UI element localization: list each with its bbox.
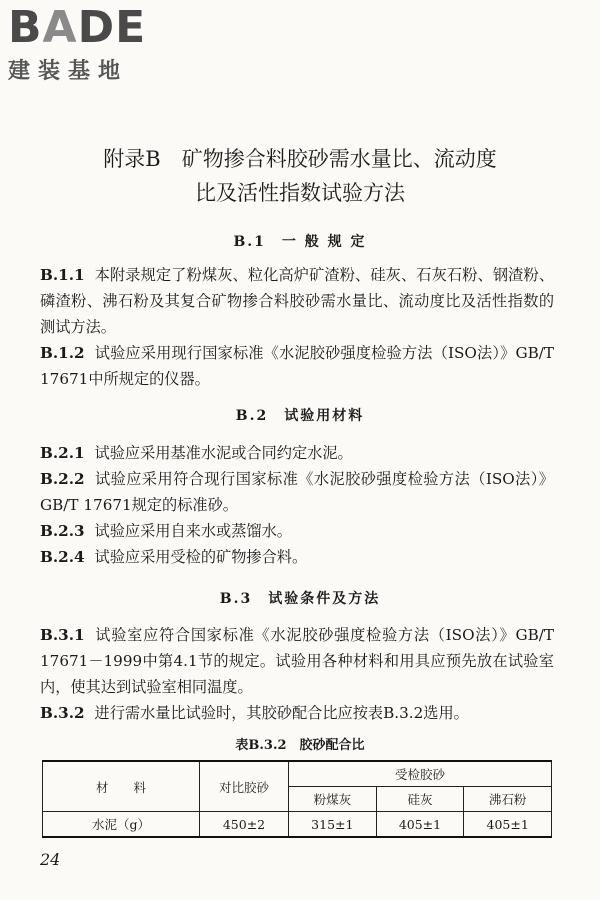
logo-subtitle: 建装基地 bbox=[8, 59, 129, 84]
mix-proportion-table bbox=[42, 760, 552, 838]
header-fly-ash: 粉煤灰 bbox=[289, 787, 377, 812]
paragraph-b-3-1: B.3.1 试验室应符合国家标准《水泥胶砂强度检验方法（ISO法）》GB/T 17671－1999中第4.1节的规定。试验用各种材料和用具应预先放在试验室内，使其达到试验室相同温度。 bbox=[40, 626, 554, 696]
page-number: 24 bbox=[40, 850, 61, 869]
appendix-title-line1: 附录B 矿物掺合料胶砂需水量比、流动度 bbox=[103, 147, 497, 171]
paragraph-b-2-1: B.2.1 试验应采用基准水泥或合同约定水泥。 bbox=[40, 444, 353, 462]
header-tested-mortar: 受检胶砂 bbox=[289, 761, 552, 787]
cell-reference: 450±2 bbox=[200, 812, 289, 838]
table-header-row bbox=[43, 761, 552, 787]
paragraph-b-2-3: B.2.3 试验应采用自来水或蒸馏水。 bbox=[40, 522, 292, 540]
appendix-title-line2: 比及活性指数试验方法 bbox=[195, 181, 405, 205]
table-row bbox=[43, 812, 552, 838]
paragraph-b-2-2: B.2.2 试验应采用符合现行国家标准《水泥胶砂强度检验方法（ISO法）》GB/T 17671规定的标准砂。 bbox=[40, 470, 554, 514]
cell-fly-ash: 315±1 bbox=[289, 812, 377, 838]
header-silica-fume: 硅灰 bbox=[376, 787, 464, 812]
header-material: 材 料 bbox=[43, 761, 200, 812]
header-reference-mortar: 对比胶砂 bbox=[200, 761, 289, 812]
logo-wordmark: BADE bbox=[8, 2, 147, 53]
cell-zeolite: 405±1 bbox=[464, 812, 552, 838]
paragraph-b-3-2: B.3.2 进行需水量比试验时，其胶砂配合比应按表B.3.2选用。 bbox=[40, 704, 469, 722]
row-label-cement: 水泥（g） bbox=[43, 812, 200, 838]
section-heading-b3: B.3 试验条件及方法 bbox=[219, 591, 381, 607]
brand-logo bbox=[8, 2, 147, 85]
section-heading-b1: B.1 一 般 规 定 bbox=[233, 234, 367, 250]
section-heading-b2: B.2 试验用材料 bbox=[235, 408, 365, 424]
paragraph-b-1-2: B.1.2 试验应采用现行国家标准《水泥胶砂强度检验方法（ISO法）》GB/T 17671中所规定的仪器。 bbox=[40, 344, 554, 388]
table-caption: 表B.3.2 胶砂配合比 bbox=[235, 738, 365, 753]
header-zeolite: 沸石粉 bbox=[464, 787, 552, 812]
paragraph-b-2-4: B.2.4 试验应采用受检的矿物掺合料。 bbox=[40, 548, 308, 566]
cell-silica-fume: 405±1 bbox=[376, 812, 464, 838]
paragraph-b-1-1: B.1.1 本附录规定了粉煤灰、粒化高炉矿渣粉、硅灰、石灰石粉、钢渣粉、磷渣粉、沸石粉及其复合矿物掺合料胶砂需水量比、流动度比及活性指数的测试方法。 bbox=[40, 266, 554, 336]
